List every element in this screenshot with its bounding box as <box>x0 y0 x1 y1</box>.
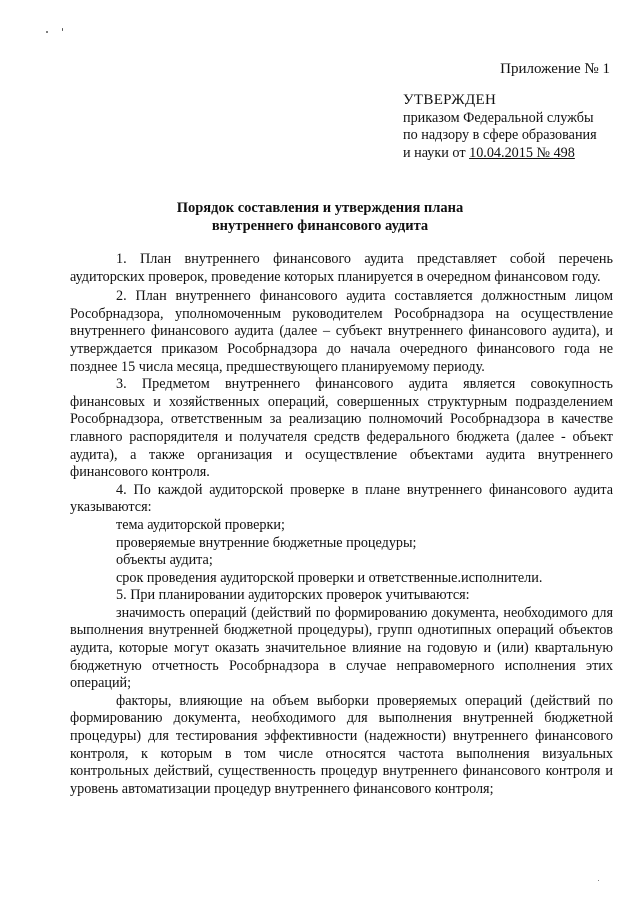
paragraph-2: 2. План внутреннего финансового аудита составляется должностным лицом Рособрнадзора, уполномоченным руководителем Рособрнадзора на осуществление внутреннего финансового аудита (далее – субъект внутреннего финансового аудита), и утверждается приказом Рособрнадзора до начала очередного финансового года не позднее 15 числа месяца, предшествующего планируемому периоду. <box>70 288 613 375</box>
paragraph-4-item-2: проверяемые внутренние бюджетные процедуры; <box>116 534 417 551</box>
document-body <box>70 251 613 798</box>
approval-date: 10.04.2015 <box>469 144 533 161</box>
approval-number: 498 <box>553 144 575 161</box>
approval-line-1: приказом Федеральной службы <box>403 109 594 126</box>
approval-block <box>403 92 633 162</box>
paragraph-4-item-4: срок проведения аудиторской проверки и ответственные.исполнители. <box>116 569 543 586</box>
appendix-label: Приложение № 1 <box>500 61 610 77</box>
scan-speck <box>62 28 63 31</box>
document-title-line-2: внутреннего финансового аудита <box>211 217 429 234</box>
approval-line-3-prefix: и науки от <box>403 144 470 161</box>
approval-line-3 <box>403 145 633 163</box>
approval-title: УТВЕРЖДЕН <box>403 92 497 108</box>
paragraph-4-item-3: объекты аудита; <box>116 552 213 569</box>
paragraph-4: 4. По каждой аудиторской проверке в плане внутреннего финансового аудита указываются: <box>70 481 613 516</box>
approval-number-prefix: № <box>532 144 554 161</box>
paragraph-5-item-2: факторы, влияющие на объем выборки проверяемых операций (действий по формированию документа, необходимого для выполнения внутренней бюджетной процедуры) для тестирования эффективности (надежности) внутреннего финансового контроля, к которым в том числе относятся частота выполнения визуальных контрольных действий, существенность процедур внутреннего финансового контроля и уровень автоматизации процедур внутреннего финансового контроля; <box>70 692 613 797</box>
document-title-line-1: Порядок составления и утверждения плана <box>176 200 464 216</box>
paragraph-5: 5. При планировании аудиторских проверок учитываются: <box>116 587 470 604</box>
paragraph-3: 3. Предметом внутреннего финансового аудита является совокупность финансовых и хозяйственных операций, совершенных структурным подразделением Рособрнадзора, ответственным за реализацию полномочий Рособрнадзора в качестве главного распорядителя и получателя средств федерального бюджета (далее - объект аудита), а также организация и осуществление объектами аудита внутреннего финансового контроля. <box>70 376 613 481</box>
document-title <box>0 200 640 235</box>
paragraph-1: 1. План внутреннего финансового аудита представляет собой перечень аудиторских проверок, проведение которых планируется в очередном финансовом году. <box>70 251 613 285</box>
paragraph-4-item-1: тема аудиторской проверки; <box>116 516 285 533</box>
paragraph-5-item-1: значимость операций (действий по формированию документа, необходимого для выполнения внутренней бюджетной процедуры), групп однотипных операций объектов аудита, которые могут оказать значительное влияние на годовую и (или) квартальную бюджетную отчетность Рособрнадзора в случае неправомерного исполнения этих операций; <box>70 604 613 692</box>
scan-speck <box>46 31 48 33</box>
scan-speck <box>598 880 599 881</box>
approval-line-2: по надзору в сфере образования <box>403 127 597 143</box>
